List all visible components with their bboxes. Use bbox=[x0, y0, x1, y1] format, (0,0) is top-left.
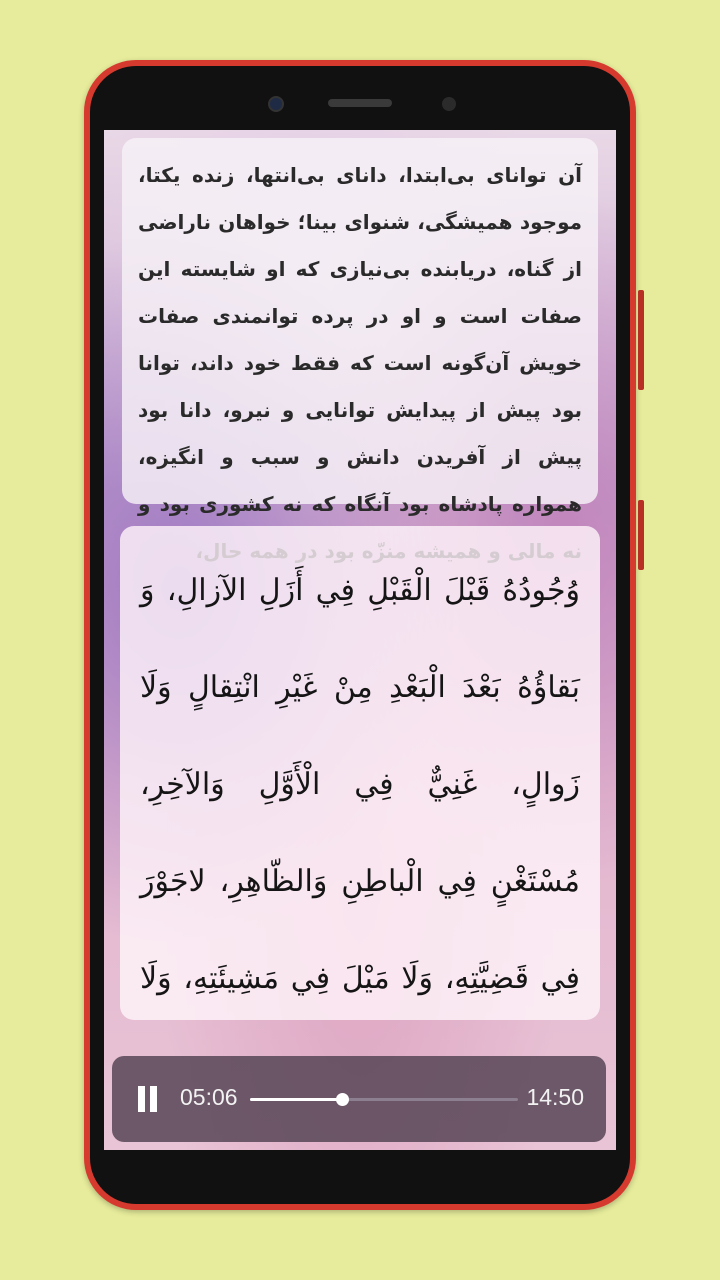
seek-bar-progress bbox=[250, 1098, 342, 1101]
translation-card bbox=[122, 138, 598, 516]
arabic-text-card bbox=[120, 526, 600, 1020]
seek-bar-thumb[interactable] bbox=[336, 1093, 349, 1106]
app-screen bbox=[104, 130, 616, 1150]
translation-text: آن توانای بی‌ابتدا، دانای بی‌انتها، زنده یکتا، موجود همیشگی، شنوای بینا؛ خواهان ناراضی از گناه، دریابنده بی‌نیازی که او شایسته این صفات است و او در پرده توانمندی صفات خویش آن‌گونه است که فقط خود داند، توانا بود پیش از پیدایش توانایی و نیرو، دانا بود پیش از آفریدن دانش و سبب و انگیزه، همواره پادشاه بود آنگاه که نه کشوری بود و bbox=[138, 163, 582, 516]
total-time: 14:50 bbox=[526, 1084, 584, 1110]
power-button bbox=[638, 500, 644, 570]
arabic-text: وُجُودُهُ قَبْلَ الْقَبْلِ فِي أَزَلِ الآزالِ، وَ بَقاؤُهُ بَعْدَ الْبَعْدِ مِنْ غَيْرِ انْتِقالٍ وَلَا زَوالٍ، غَنِيٌّ فِي الْأَوَّلِ وَالآخِرِ، مُسْتَغْنٍ فِي الْباطِنِ وَالظّاهِرِ، لاجَوْرَ فِي قَضِيَّتِهِ، وَلَا مَيْلَ فِي مَشِيئَتِهِ، وَلَا bbox=[140, 573, 580, 996]
current-time: 05:06 bbox=[180, 1084, 238, 1110]
seek-bar[interactable] bbox=[250, 1098, 518, 1101]
audio-player bbox=[112, 1056, 606, 1142]
front-camera-icon bbox=[268, 96, 284, 112]
pause-icon[interactable] bbox=[136, 1086, 160, 1112]
proximity-sensor-icon bbox=[442, 97, 456, 111]
volume-button bbox=[638, 290, 644, 390]
earpiece-speaker bbox=[328, 99, 392, 107]
